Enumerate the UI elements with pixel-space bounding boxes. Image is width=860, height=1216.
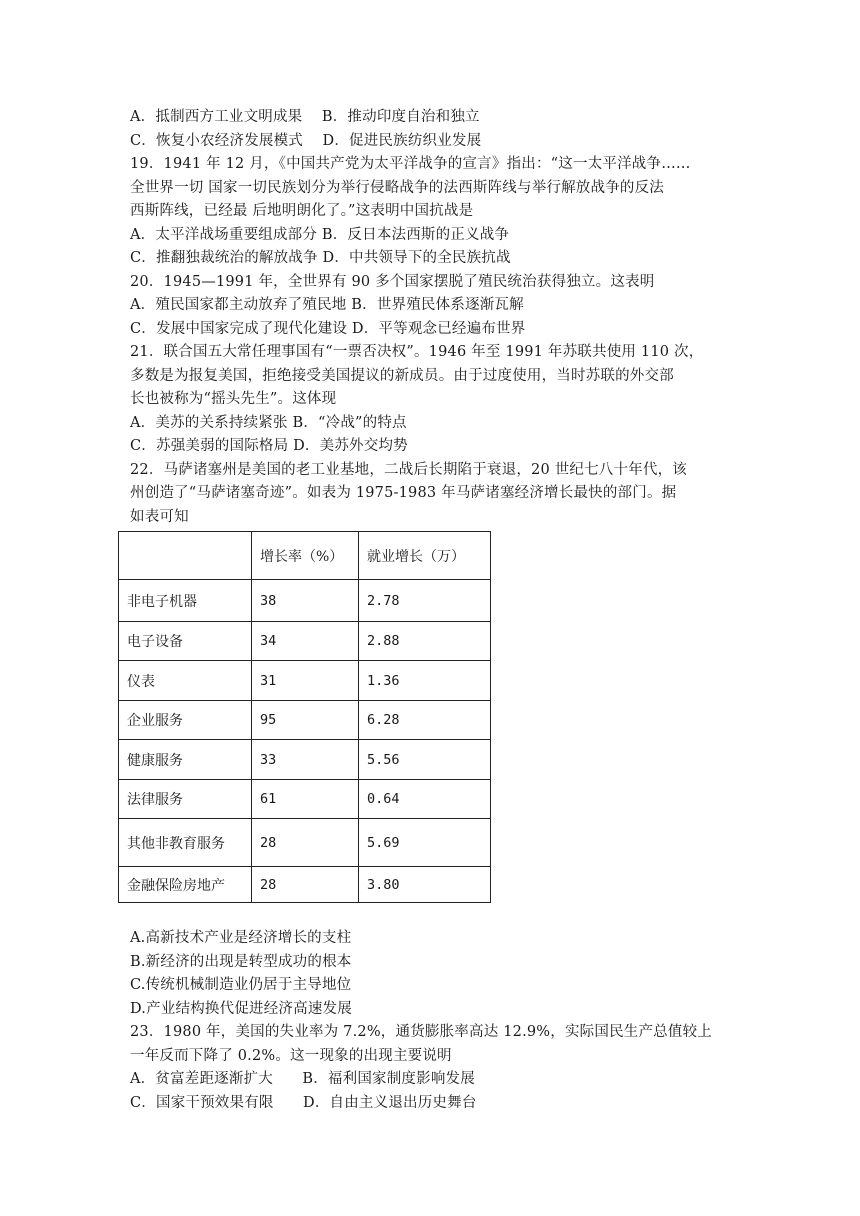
- option-line: C．苏强美弱的国际格局 D．美苏外交均势: [130, 438, 408, 454]
- table-row: [119, 867, 491, 903]
- question-19-stem: 全世界一切 国家一切民族划分为举行侵略战争的法西斯阵线与举行解放战争的反法: [130, 179, 665, 196]
- table-cell: 金融保险房地产: [119, 867, 252, 903]
- option-line: A．美苏的关系持续紧张 B．“冷战”的特点: [130, 414, 407, 431]
- question-22-stem: 22．马萨诸塞州是美国的老工业基地，二战后长期陷于衰退，20 世纪七八十年代，该: [130, 461, 688, 478]
- option-line: D.产业结构换代促进经济高速发展: [130, 1000, 352, 1017]
- option-line: C．推翻独裁统治的解放战争 D．中共领导下的全民族抗战: [130, 250, 511, 266]
- table-row: [119, 661, 491, 701]
- option-line: B.新经济的出现是转型成功的根本: [130, 953, 352, 970]
- option-line: C．发展中国家完成了现代化建设 D．平等观念已经遍布世界: [130, 320, 526, 337]
- table-cell: 61: [252, 780, 359, 819]
- table-row: [119, 622, 491, 661]
- question-19-stem: 19．1941 年 12 月，《中国共产党为太平洋战争的宣言》指出：“这一太平洋战争……: [130, 156, 691, 172]
- option-line: A．殖民国家都主动放弃了殖民地 B．世界殖民体系逐渐瓦解: [130, 297, 524, 313]
- table-cell: 电子设备: [119, 622, 252, 661]
- table-cell: 健康服务: [119, 740, 252, 780]
- table-header-cell: [119, 532, 252, 580]
- question-20-stem: 20．1945—1991 年，全世界有 90 多个国家摆脱了殖民统治获得独立。这表明: [130, 273, 655, 290]
- question-23-stem: 一年反而下降了 0.2%。这一现象的出现主要说明: [130, 1047, 452, 1064]
- table-row: [119, 701, 491, 740]
- table-cell: 2.78: [359, 580, 491, 622]
- table-header-cell: 就业增长（万）: [359, 532, 491, 580]
- question-19-stem: 西斯阵线，已经最 后地明朗化了。”这表明中国抗战是: [130, 203, 474, 219]
- table-row: [119, 580, 491, 622]
- table-cell: 2.88: [359, 622, 491, 661]
- table-cell: 95: [252, 701, 359, 740]
- table-cell: 法律服务: [119, 780, 252, 819]
- question-21-stem: 21．联合国五大常任理事国有“一票否决权”。1946 年至 1991 年苏联共使用 110 次，: [130, 344, 704, 360]
- growth-table: [118, 531, 491, 903]
- option-line: A．抵制西方工业文明成果 B．推动印度自治和独立: [130, 109, 480, 125]
- table-row: [119, 780, 491, 819]
- question-block-bottom: [130, 927, 730, 1115]
- table-cell: 1.36: [359, 661, 491, 701]
- option-line: C．国家干预效果有限 D．自由主义退出历史舞台: [130, 1094, 477, 1111]
- question-22-stem: 州创造了“马萨诸塞奇迹”。如表为 1975-1983 年马萨诸塞经济增长最快的部门。据: [130, 485, 677, 501]
- table-header-row: [119, 532, 491, 580]
- option-line: C.传统机械制造业仍居于主导地位: [130, 977, 352, 993]
- table-cell: 28: [252, 819, 359, 867]
- question-21-stem: 多数是为报复美国，拒绝接受美国提议的新成员。由于过度使用，当时苏联的外交部: [130, 367, 674, 384]
- question-22-stem: 如表可知: [130, 508, 189, 525]
- table-cell: 31: [252, 661, 359, 701]
- table-cell: 6.28: [359, 701, 491, 740]
- table-cell: 其他非教育服务: [119, 819, 252, 867]
- table-cell: 34: [252, 622, 359, 661]
- table-cell: 3.80: [359, 867, 491, 903]
- table-cell: 5.56: [359, 740, 491, 780]
- option-line: A．贫富差距逐渐扩大 B．福利国家制度影响发展: [130, 1071, 475, 1087]
- table-cell: 非电子机器: [119, 580, 252, 622]
- document-page: [127, 106, 730, 1115]
- table-cell: 企业服务: [119, 701, 252, 740]
- table-cell: 28: [252, 867, 359, 903]
- table-cell: 38: [252, 580, 359, 622]
- question-23-stem: 23．1980 年，美国的失业率为 7.2%，通货膨胀率高达 12.9%，实际国民生产总值较上: [130, 1024, 712, 1040]
- table-cell: 33: [252, 740, 359, 780]
- table-row: [119, 740, 491, 780]
- option-line: C．恢复小农经济发展模式 D．促进民族纺织业发展: [130, 132, 482, 149]
- table-header-cell: 增长率（%）: [252, 532, 359, 580]
- table-cell: 0.64: [359, 780, 491, 819]
- option-line: A．太平洋战场重要组成部分 B．反日本法西斯的正义战争: [130, 226, 510, 243]
- table-row: [119, 819, 491, 867]
- table-cell: 仪表: [119, 661, 252, 701]
- question-21-stem: 长也被称为“摇头先生”。这体现: [130, 391, 337, 407]
- option-line: A.高新技术产业是经济增长的支柱: [130, 930, 352, 946]
- table-cell: 5.69: [359, 819, 491, 867]
- question-block-top: [130, 106, 730, 529]
